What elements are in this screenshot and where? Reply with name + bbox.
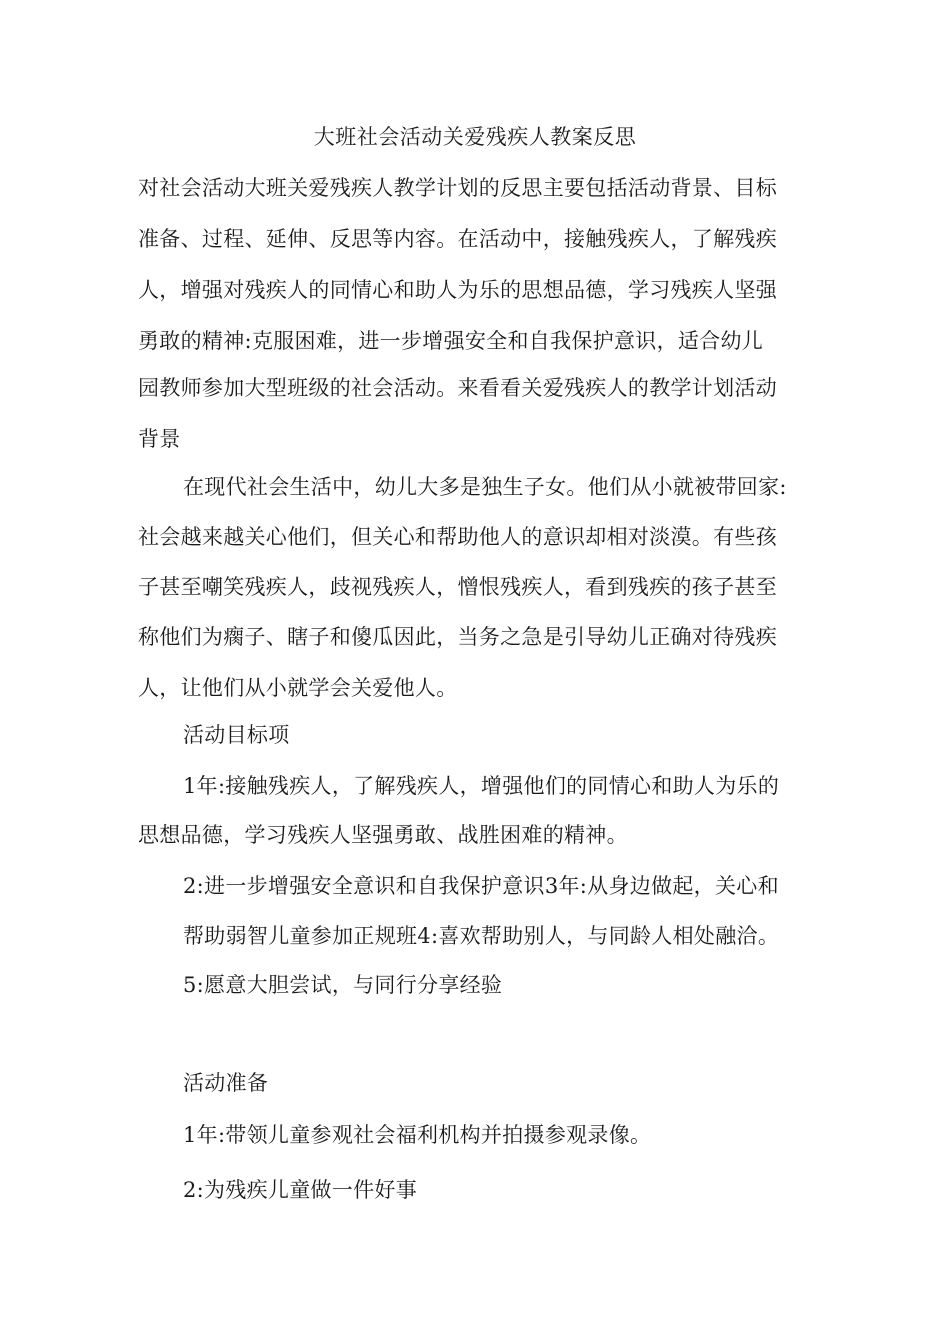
text-line: 人，增强对残疾人的同情心和助人为乐的思想品德，学习残疾人坚强 xyxy=(138,278,777,302)
text-line: 思想品德，学习残疾人坚强勇敢、战胜困难的精神。 xyxy=(138,823,628,847)
text-line: 对社会活动大班关爱残疾人教学计划的反思主要包括活动背景、目标 xyxy=(138,176,777,200)
text-line: 准备、过程、延伸、反思等内容。在活动中，接触残疾人，了解残疾 xyxy=(138,227,777,251)
text-line: 园教师参加大型班级的社会活动。来看看关爱残疾人的教学计划活动 xyxy=(138,376,777,400)
text-line: 1年:带领儿童参观社会福利机构并拍摄参观录像。 xyxy=(183,1123,652,1147)
text-line: 背景 xyxy=(138,427,181,451)
text-line: 社会越来越关心他们，但关心和帮助他人的意识却相对淡漠。有些孩 xyxy=(138,525,777,549)
text-line: 子甚至嘲笑残疾人，歧视残疾人，憎恨残疾人，看到残疾的孩子甚至 xyxy=(138,575,777,599)
text-line: 勇敢的精神:克服困难，进一步增强安全和自我保护意识，适合幼儿 xyxy=(138,329,764,353)
text-line: 2:进一步增强安全意识和自我保护意识3年:从身边做起，关心和 xyxy=(183,874,779,898)
text-line: 2:为残疾儿童做一件好事 xyxy=(183,1178,418,1202)
section-heading: 活动目标项 xyxy=(183,723,290,747)
text-line: 称他们为瘸子、瞎子和傻瓜因此，当务之急是引导幼儿正确对待残疾 xyxy=(138,625,777,649)
document-title: 大班社会活动关爱残疾人教案反思 xyxy=(313,125,637,149)
text-line: 5:愿意大胆尝试，与同行分享经验 xyxy=(183,973,503,997)
section-heading: 活动准备 xyxy=(183,1071,269,1095)
text-line: 人，让他们从小就学会关爱他人。 xyxy=(138,676,458,700)
text-line: 在现代社会生活中，幼儿大多是独生子女。他们从小就被带回家: xyxy=(183,475,787,499)
text-line: 1年:接触残疾人，了解残疾人，增强他们的同情心和助人为乐的 xyxy=(183,774,780,798)
text-line: 帮助弱智儿童参加正规班4:喜欢帮助别人，与同龄人相处融洽。 xyxy=(183,924,780,948)
